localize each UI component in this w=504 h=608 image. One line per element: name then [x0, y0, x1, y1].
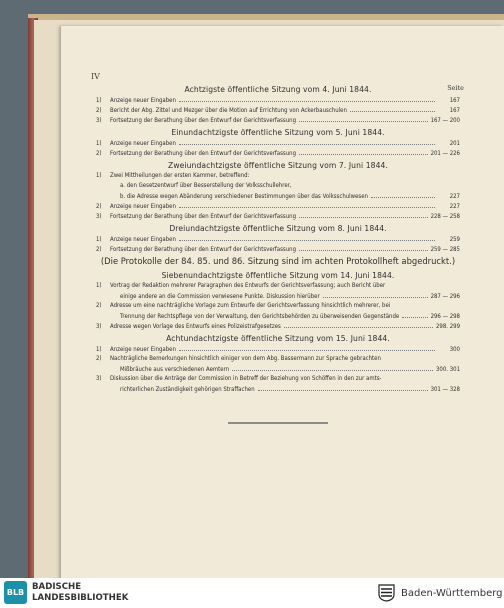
toc-entry — [96, 105, 460, 115]
toc-entry — [96, 384, 460, 394]
toc-entry — [96, 244, 460, 254]
entry-text: Fortsetzung der Berathung über den Entwurf der Gerichtsverfassung — [110, 246, 297, 253]
entry-text: Fortsetzung der Berathung über den Entwurf der Gerichtsverfassung — [110, 117, 297, 124]
toc-entry — [96, 281, 460, 291]
dot-leader — [179, 95, 435, 102]
table-of-contents — [96, 82, 464, 394]
closing-rule — [228, 422, 328, 424]
entry-text: Anzeige neuer Eingaben — [110, 346, 176, 353]
session-heading — [96, 126, 460, 138]
entry-page: 201 — 226 — [430, 150, 460, 157]
session-heading — [96, 159, 460, 171]
entry-number: 1) — [96, 172, 102, 179]
entry-text: a. den Gesetzentwurf über Besserstellung der Volksschullehrer, — [120, 182, 292, 189]
dot-leader — [350, 105, 435, 112]
toc-entry — [96, 95, 460, 105]
entry-page: 287 — 296 — [430, 293, 460, 300]
entry-text: Adresse wegen Vorlage des Entwurfs eines Polizeistrafgesetzes — [110, 323, 281, 330]
toc-entry — [96, 115, 460, 125]
page-column-header: Seite — [447, 85, 464, 92]
dot-leader — [299, 115, 428, 122]
entry-page: 259 — [449, 236, 460, 243]
library-name[interactable] — [32, 582, 128, 604]
entry-number: 2) — [96, 107, 102, 114]
dot-leader — [179, 201, 435, 208]
entry-page: 296 — 298 — [430, 313, 460, 320]
toc-entry — [96, 301, 460, 311]
protocol-note: (Die Protokolle der 84. 85. und 86. Sitzung sind im achten Protokollheft abgedruckt.) — [100, 256, 456, 266]
entry-text: Adresse um eine nachträgliche Vorlage zum Entwurfe der Gerichtsverfassung hinsichtlich mehrerer, bei — [110, 302, 391, 309]
entry-text: Bericht der Abg. Zittel und Mezger über die Motion auf Errichtung von Ackerbauschulen — [110, 107, 347, 114]
entry-number: 3) — [96, 117, 102, 124]
entry-number: 1) — [96, 140, 102, 147]
entry-page: 201 — [449, 140, 460, 147]
toc-entry — [96, 211, 460, 221]
footer-bar — [0, 578, 504, 608]
toc-entry — [96, 171, 460, 181]
dot-leader — [232, 364, 433, 371]
toc-entry — [96, 311, 460, 321]
toc-entry — [96, 234, 460, 244]
entry-page: 301 — 328 — [430, 386, 460, 393]
entry-number: 1) — [96, 97, 102, 104]
session-heading — [96, 269, 460, 281]
entry-number: 1) — [96, 236, 102, 243]
entry-number: 3) — [96, 375, 102, 382]
entry-text: Vortrag der Redaktion mehrerer Paragraphen des Entwurfs der Gerichtsverfassung; auch Bericht über — [110, 282, 386, 289]
entry-text: Zwei Mittheilungen der ersten Kammer, betreffend: — [110, 172, 250, 179]
toc-entry — [96, 291, 460, 301]
session-heading — [96, 222, 460, 234]
toc-entry — [96, 191, 460, 201]
entry-page: 227 — [449, 193, 460, 200]
entry-page: 300. 301 — [435, 366, 460, 373]
baden-wuerttemberg-crest-icon — [378, 584, 395, 602]
toc-entry — [96, 321, 460, 331]
entry-page: 167 — [449, 97, 460, 104]
entry-text: Anzeige neuer Eingaben — [110, 97, 176, 104]
entry-text: Anzeige neuer Eingaben — [110, 140, 176, 147]
session-title: Siebenundachtzigste öffentliche Sitzung vom 14. Juni 1844. — [161, 270, 395, 280]
entry-text: b. die Adresse wegen Abänderung verschiedener Bestimmungen über das Volksschulwesen — [120, 193, 368, 200]
entry-number: 1) — [96, 282, 102, 289]
entry-page: 228 — 258 — [430, 213, 460, 220]
entry-page: 298. 299 — [435, 323, 460, 330]
entry-text: richterlichen Zuständigkeit gehörigen Straffachen — [120, 386, 255, 393]
state-name[interactable]: Baden-Württemberg — [401, 588, 503, 599]
entry-number: 1) — [96, 346, 102, 353]
library-name-line2: LANDESBIBLIOTHEK — [32, 593, 129, 603]
dot-leader — [299, 211, 428, 218]
session-heading — [96, 83, 464, 95]
dot-leader — [179, 344, 435, 351]
entry-text: Anzeige neuer Eingaben — [110, 236, 176, 243]
dot-leader — [402, 311, 427, 318]
entry-number: 2) — [96, 150, 102, 157]
toc-entry — [96, 201, 460, 211]
toc-entry — [96, 374, 460, 384]
toc-entry — [96, 148, 460, 158]
entry-number: 2) — [96, 302, 102, 309]
toc-entry — [96, 344, 460, 354]
entry-text: Trennung der Rechtspflege von der Verwaltung, den Gerichtsbehörden zu überweisenden Gegenstände — [120, 313, 400, 320]
toc-entry — [96, 181, 460, 191]
entry-number: 2) — [96, 355, 102, 362]
library-name-line1: BADISCHE — [32, 582, 82, 592]
entry-page: 227 — [449, 203, 460, 210]
dot-leader — [299, 244, 428, 251]
dot-leader — [323, 291, 428, 298]
entry-text: Diskussion über die Anträge der Commission in Betreff der Beziehung von Schöffen in den zur amts- — [110, 375, 382, 382]
page-number: IV — [91, 72, 100, 81]
entry-number: 3) — [96, 213, 102, 220]
session-title: Zweiundachtzigste öffentliche Sitzung vom 7. Juni 1844. — [168, 160, 388, 170]
session-title: Achtundachtzigste öffentliche Sitzung vom 15. Juni 1844. — [166, 333, 390, 343]
session-title: Dreiundachtzigste öffentliche Sitzung vom 8. Juni 1844. — [169, 223, 387, 233]
entry-number: 2) — [96, 203, 102, 210]
entry-text: Fortsetzung der Berathung über den Entwurf der Gerichtsverfassung — [110, 150, 297, 157]
session-heading — [96, 332, 460, 344]
session-title: Einundachtzigste öffentliche Sitzung vom 5. Juni 1844. — [171, 127, 385, 137]
dot-leader — [258, 384, 428, 391]
dot-leader — [179, 138, 435, 145]
entry-page: 167 — [449, 107, 460, 114]
entry-text: Mißbräuche aus verschiedenen Aemtern — [120, 366, 230, 373]
entry-text: Anzeige neuer Eingaben — [110, 203, 176, 210]
dot-leader — [299, 148, 428, 155]
entry-page: 259 — 285 — [430, 246, 460, 253]
entry-page: 167 — 200 — [430, 117, 460, 124]
dot-leader — [284, 321, 433, 328]
dot-leader — [371, 191, 435, 198]
entry-text: Nachträgliche Bemerkungen hinsichtlich einiger von dem Abg. Bassermann zur Sprache gebrachten — [110, 355, 381, 362]
entry-page: 300 — [449, 346, 460, 353]
toc-entry — [96, 364, 460, 374]
blb-logo-icon[interactable]: BLB — [4, 581, 27, 604]
entry-number: 3) — [96, 323, 102, 330]
entry-number: 2) — [96, 246, 102, 253]
entry-text: Fortsetzung der Berathung über den Entwurf der Gerichtsverfassung — [110, 213, 297, 220]
dot-leader — [179, 234, 435, 241]
toc-entry — [96, 354, 460, 364]
entry-text: einige andere an die Commission verwiesene Punkte. Diskussion hierüber — [120, 293, 320, 300]
toc-entry — [96, 138, 460, 148]
session-title: Achtzigste öffentliche Sitzung vom 4. Juni 1844. — [184, 84, 372, 94]
